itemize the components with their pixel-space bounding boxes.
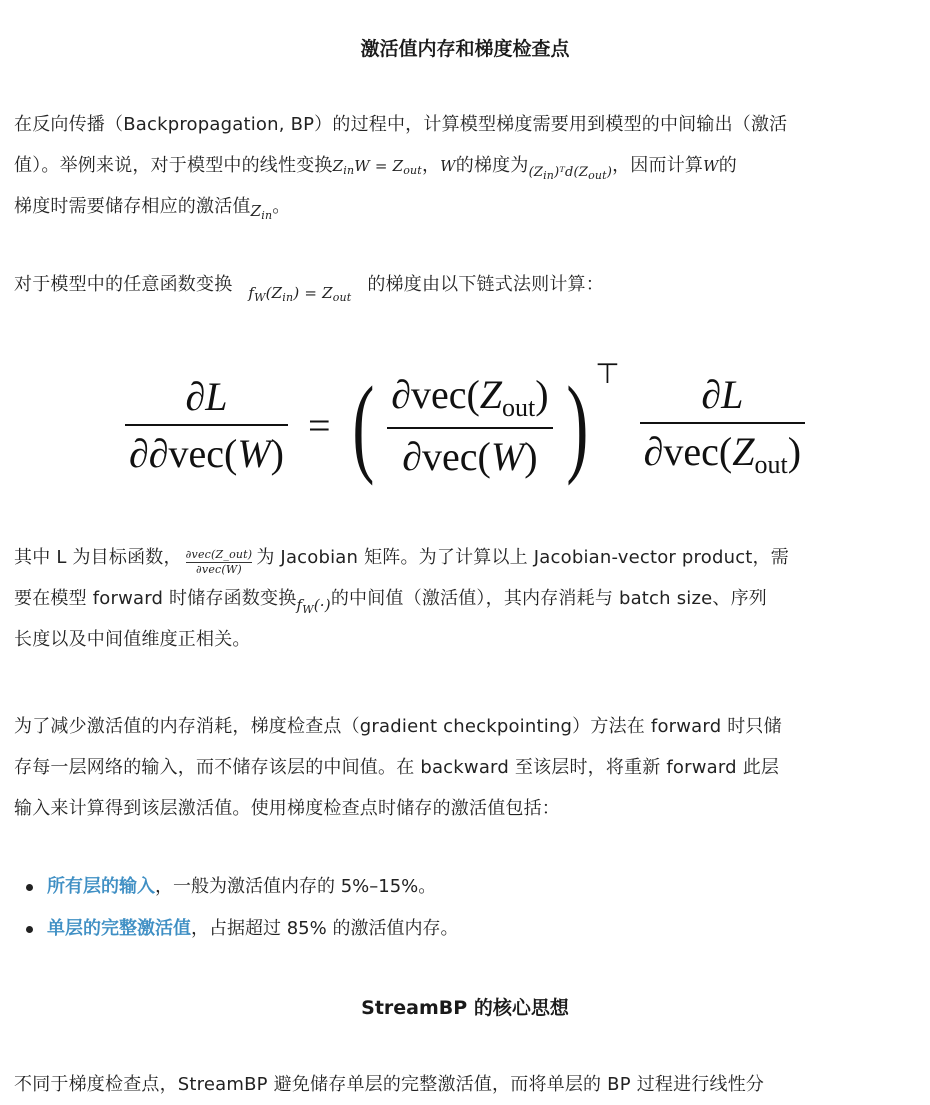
- chain-rule-equation: [80, 350, 850, 500]
- text-span: 为 Jacobian 矩阵。为了计算以上 Jacobian-vector product，需: [256, 547, 789, 568]
- transpose-symbol: ⊤: [595, 356, 620, 390]
- inline-math-linear-transform: $Z_{in}W = Z_{out}$: [332, 157, 422, 177]
- text-span: ，占据超过 85% 的激活值内存。: [191, 918, 459, 939]
- text-span: ，: [421, 155, 441, 176]
- bullet-icon: [26, 926, 33, 933]
- text-span: 值）。举例来说，对于模型中的线性变换: [14, 155, 333, 176]
- paragraph-backprop-intro: [14, 104, 904, 227]
- text-span: 的梯度为: [455, 155, 529, 176]
- paragraph-chain-rule-intro: [14, 264, 904, 305]
- text-span: ，因而计算: [612, 155, 704, 176]
- text-line: 输入来计算得到该层激活值。使用梯度检查点时储存的激活值包括：: [14, 798, 560, 819]
- text-line: [14, 264, 904, 305]
- paragraph-jacobian: [14, 537, 904, 660]
- text-span: 其中 L 为目标函数，: [14, 547, 182, 568]
- equation-rhs-fraction: $\frac{\partial L}{\partial vec(Z_{out})}$: [640, 371, 805, 480]
- text-span: 梯度时需要储存相应的激活值: [14, 196, 251, 217]
- text-line: [14, 145, 904, 186]
- checkpoint-activation-list: [26, 866, 458, 950]
- equation-jacobian-fraction: $\frac{\partial vec(Z_{out})}{\text{∂vec(W)}}$: [387, 371, 552, 480]
- inline-math-function-transform: fW(Zin) = Zout: [248, 284, 352, 304]
- inline-math-f-w: fW(·): [296, 596, 331, 616]
- list-item: [26, 908, 458, 950]
- text-span: 。: [272, 196, 291, 217]
- text-line: 在反向传播（Backpropagation, BP）的过程中，计算模型梯度需要用到模型的中间输出（激活: [14, 114, 788, 135]
- inline-math-jacobian-fraction: ∂vec(Z_out) ∂vec(W): [185, 547, 253, 576]
- equation-lhs-fraction: $\frac{\partial L}{\text{∂∂vec(W)}}$: [125, 373, 288, 477]
- paragraph-gradient-checkpointing: [14, 706, 904, 829]
- text-span: ，一般为激活值内存的 5%–15%。: [155, 876, 437, 897]
- highlight-text: 单层的完整激活值: [47, 918, 191, 939]
- list-item: [26, 866, 458, 908]
- equation-equals: =: [307, 402, 331, 448]
- right-paren: ): [565, 364, 588, 486]
- text-line: 存每一层网络的输入，而不储存该层的中间值。在 backward 至该层时，将重新 forward 此层: [14, 757, 780, 778]
- text-span: 对于模型中的任意函数变换: [14, 274, 233, 295]
- text-line: 不同于梯度检查点，StreamBP 避免储存单层的完整激活值，而将单层的 BP 过程进行线性分: [14, 1074, 765, 1095]
- inline-math-w: W: [703, 157, 719, 175]
- section-title-streambp: StreamBP 的核心思想: [361, 997, 569, 1019]
- text-line: [14, 537, 904, 578]
- inline-math-w: W: [440, 157, 456, 175]
- inline-math-z-in: Zin: [250, 202, 273, 222]
- text-span: 要在模型 forward 时储存函数变换: [14, 588, 297, 609]
- bullet-icon: [26, 884, 33, 891]
- text-line: 为了减少激活值的内存消耗，梯度检查点（gradient checkpointing）方法在 forward 时只储: [14, 716, 782, 737]
- inline-math-gradient-w: (Zin)ᵀd(Zout): [528, 165, 613, 182]
- paragraph-streambp-intro: [14, 1064, 904, 1105]
- text-line: [14, 186, 904, 227]
- section-title-activation-memory: 激活值内存和梯度检查点: [360, 38, 570, 60]
- text-span: 的: [718, 155, 737, 176]
- text-line: [14, 578, 904, 619]
- text-line: 长度以及中间值维度正相关。: [14, 629, 251, 650]
- text-span: 的梯度由以下链式法则计算：: [367, 274, 604, 295]
- left-paren: (: [351, 364, 374, 486]
- highlight-text: 所有层的输入: [47, 876, 155, 897]
- text-span: 的中间值（激活值），其内存消耗与 batch size、序列: [330, 588, 767, 609]
